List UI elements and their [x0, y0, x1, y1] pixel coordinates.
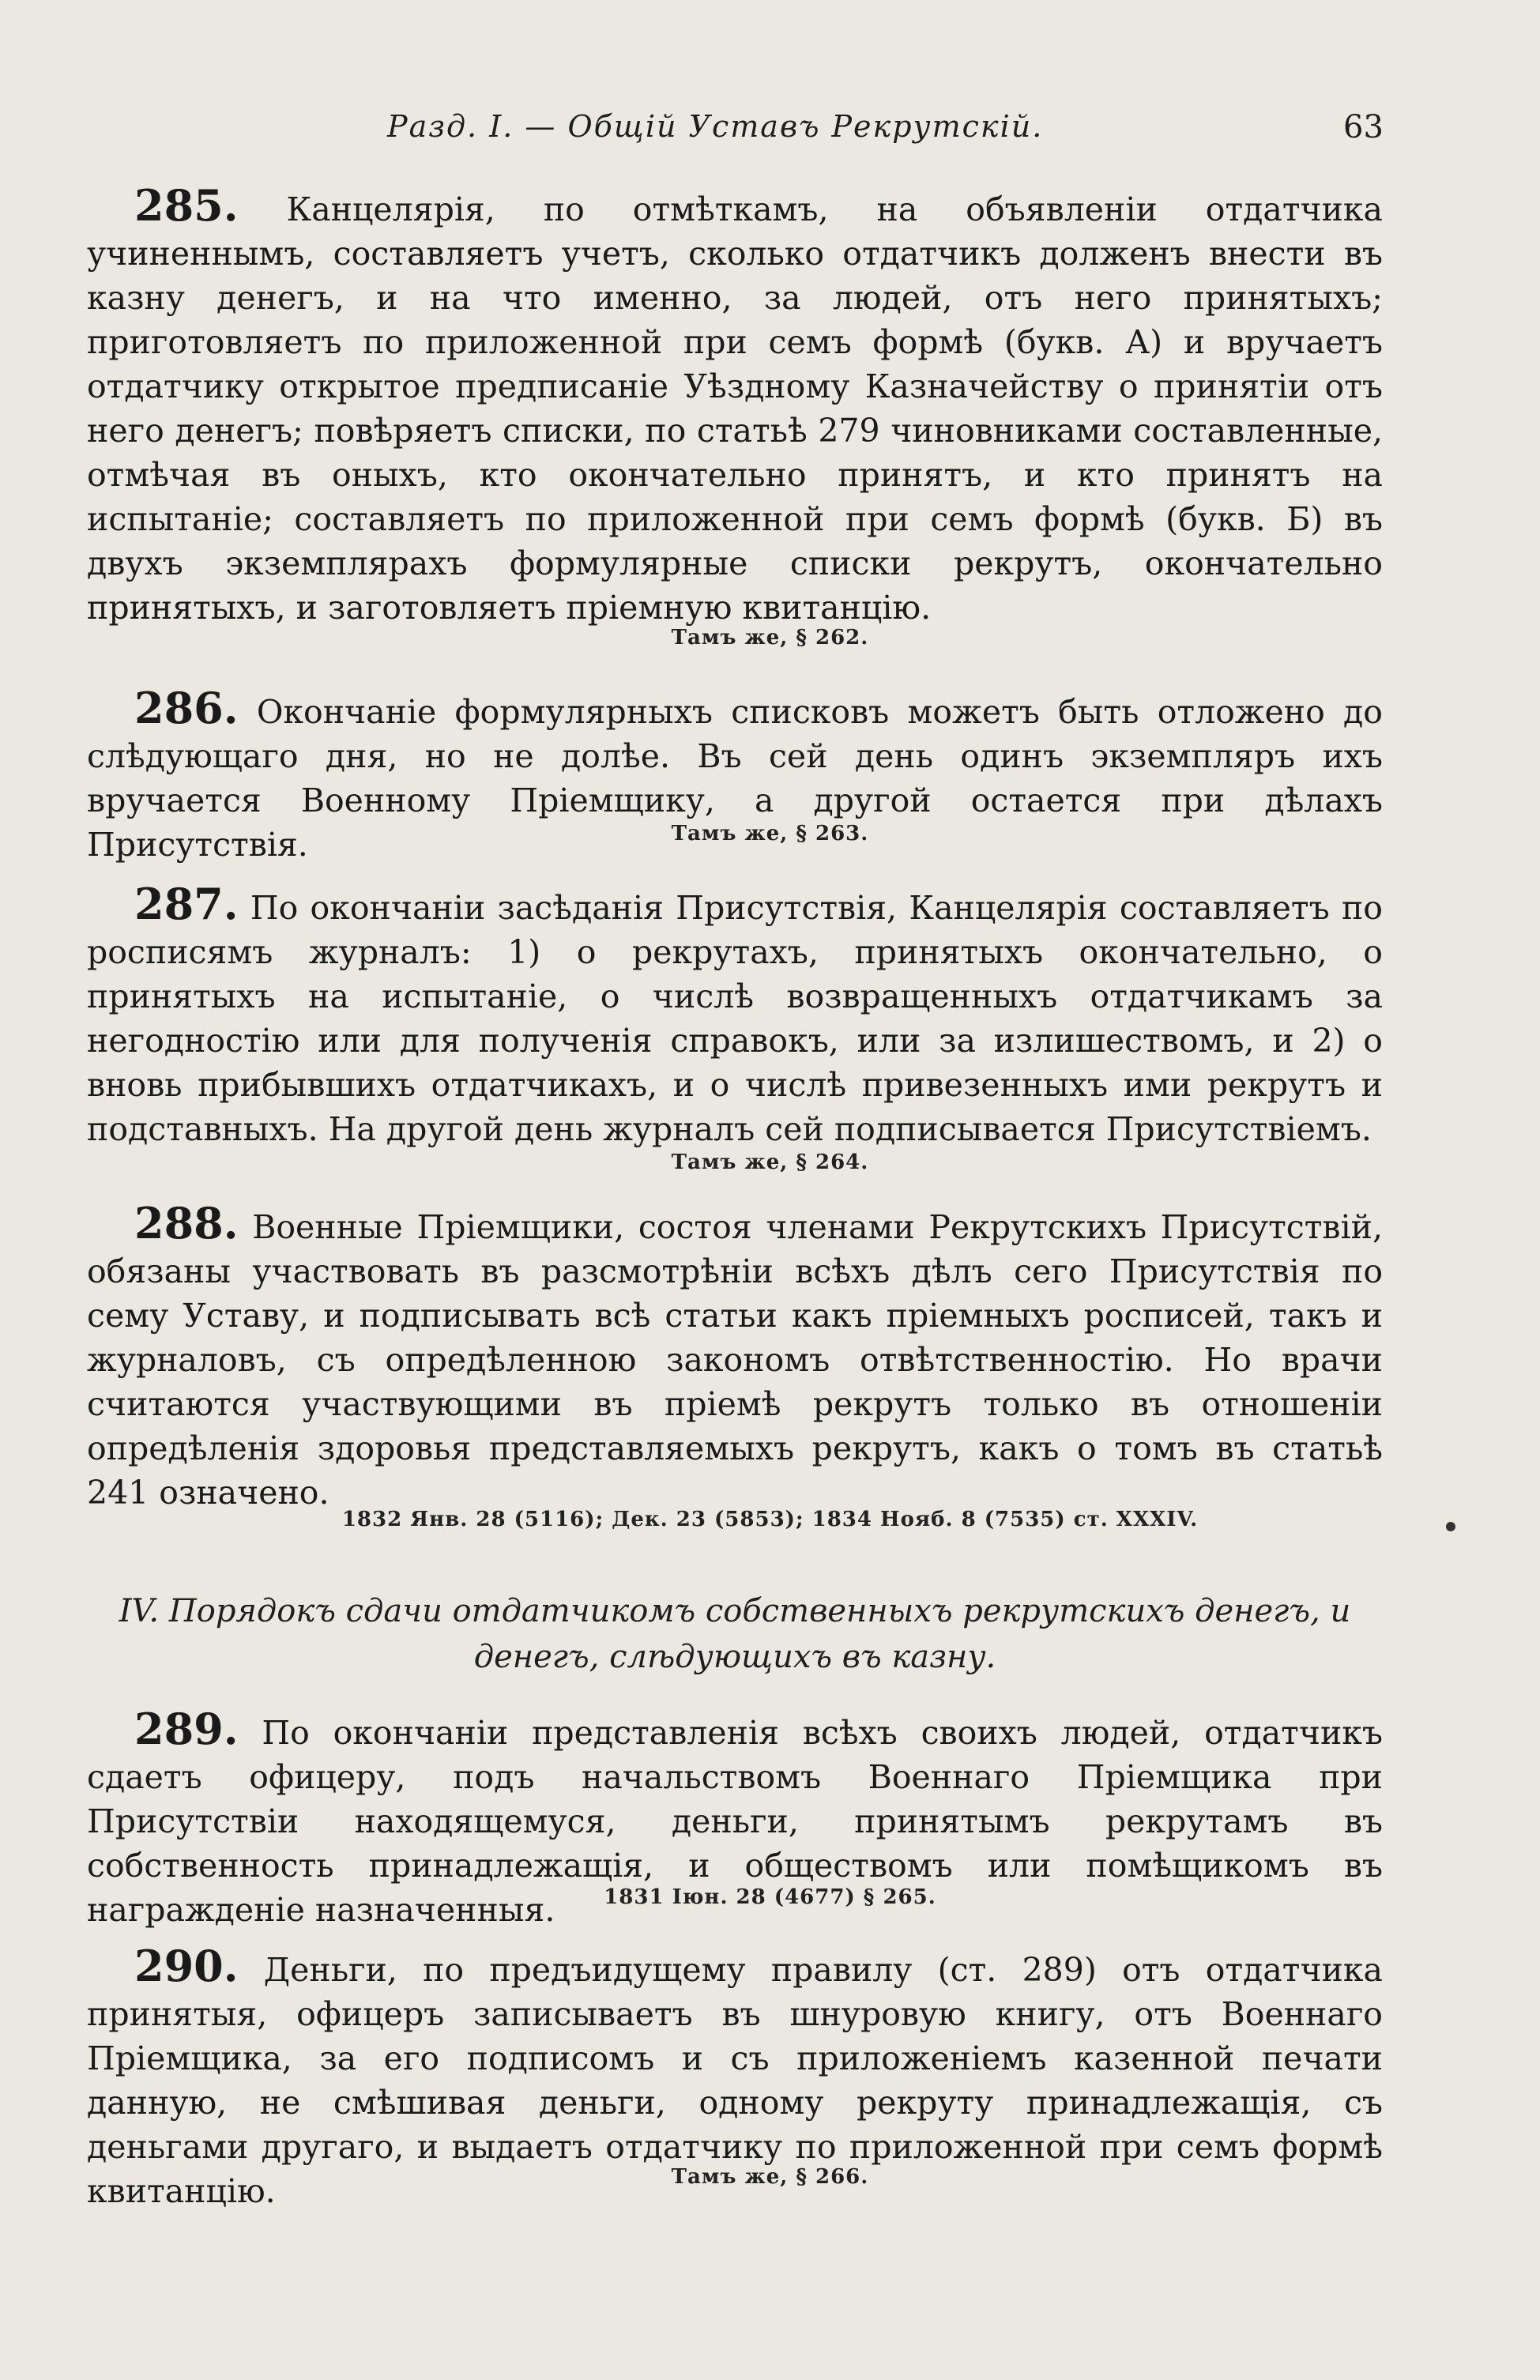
article-text: По окончаніи представленія всѣхъ своихъ людей, отдатчикъ сдаетъ офицеру, подъ начальствомъ Военнаго Пріемщика при Присутствіи находящемуся, деньги, принятымъ рекрутамъ въ собственность принадлежащія, и обществомъ или помѣщикомъ въ награжденіе назначенныя. — [87, 1714, 1383, 1929]
article-reference: Тамъ же, § 266. — [671, 2165, 869, 2189]
ink-dot — [1446, 1522, 1455, 1531]
article-reference: Тамъ же, § 264. — [671, 1150, 869, 1174]
article-reference: 1832 Янв. 28 (5116); Дек. 23 (5853); 1834 Нояб. 8 (7535) ст. XXXIV. — [341, 1508, 1199, 1531]
article-number: 288. — [134, 1198, 239, 1248]
article-reference: 1831 Іюн. 28 (4677) § 265. — [604, 1885, 936, 1909]
article-reference: Тамъ же, § 263. — [671, 822, 869, 845]
article-288 — [87, 1198, 1383, 1515]
article-text: Деньги, по предъидущему правилу (ст. 289) отъ отдатчика принятыя, офицеръ записываетъ въ шнуровую книгу, отъ Военнаго Пріемщика, за его подписомъ и съ приложеніемъ казенной печати данную, не смѣшивая деньги, одному рекруту принадлежащія, съ деньгами другаго, и выдаетъ отдатчику по приложенной при семъ формѣ квитанцію. — [87, 1951, 1383, 2210]
section-title-line-2: денегъ, слѣдующихъ въ казну. — [473, 1639, 996, 1675]
article-text: По окончаніи засѣданія Присутствія, Канцелярія составляетъ по росписямъ журналъ: 1) о рекрутахъ, принятыхъ окончательно, о принятыхъ на испытаніе, о числѣ возвращенныхъ отдатчикамъ за негодностію или для полученія справокъ, или за излишествомъ, и 2) о вновь прибывшихъ отдатчикахъ, и о числѣ привезенныхъ ими рекрутъ и подставныхъ. На другой день журналъ сей подписывается Присутствіемъ. — [87, 889, 1383, 1148]
article-number: 285. — [134, 180, 239, 231]
article-text: Военные Пріемщики, состоя членами Рекрутскихъ Присутствій, обязаны участвовать въ разсмотрѣніи всѣхъ дѣлъ сего Присутствія по сему Уставу, и подписывать всѣ статьи какъ пріемныхъ росписей, такъ и журналовъ, съ опредѣленною закономъ отвѣтственностію. Но врачи считаются участвующими въ пріемѣ рекрутъ только въ отношеніи опредѣленія здоровья представляемыхъ рекрутъ, какъ о томъ въ статьѣ 241 означено. — [87, 1208, 1383, 1512]
running-header — [0, 109, 1540, 156]
section-title-line-1: IV. Порядокъ сдачи отдатчикомъ собственныхъ рекрутскихъ денегъ, и — [119, 1593, 1351, 1629]
page-number: 63 — [1343, 109, 1384, 145]
article-text: Окончаніе формулярныхъ списковъ можетъ быть отложено до слѣдующаго дня, но не долѣе. Въ сей день одинъ экземпляръ ихъ вручается Военному Пріемщику, а другой остается при дѣлахъ Присутствія. — [87, 693, 1383, 864]
section-title — [87, 1588, 1383, 1680]
article-text: Канцелярія, по отмѣткамъ, на объявленіи отдатчика учиненнымъ, составляетъ учетъ, сколько отдатчикъ долженъ внести въ казну денегъ, и на что именно, за людей, отъ него принятыхъ; приготовляетъ по приложенной при семъ формѣ (букв. А) и вручаетъ отдатчику открытое предписаніе Уѣздному Казначейству о принятіи отъ него денегъ; повѣряетъ списки, по статьѣ 279 чиновниками составленные, отмѣчая въ оныхъ, кто окончательно принятъ, и кто принятъ на испытаніе; составляетъ по приложенной при семъ формѣ (букв. Б) въ двухъ экземплярахъ формулярные списки рекрутъ, окончательно принятыхъ, и заготовляетъ пріемную квитанцію. — [87, 190, 1383, 627]
article-287 — [87, 879, 1383, 1151]
header-part-title: Разд. I. — Общій Уставъ Рекрутскій. — [387, 109, 1044, 144]
article-number: 287. — [134, 879, 239, 929]
article-number: 289. — [134, 1704, 239, 1754]
article-number: 286. — [134, 683, 239, 733]
article-285 — [87, 180, 1383, 630]
article-number: 290. — [134, 1941, 239, 1991]
article-reference: Тамъ же, § 262. — [671, 626, 869, 650]
